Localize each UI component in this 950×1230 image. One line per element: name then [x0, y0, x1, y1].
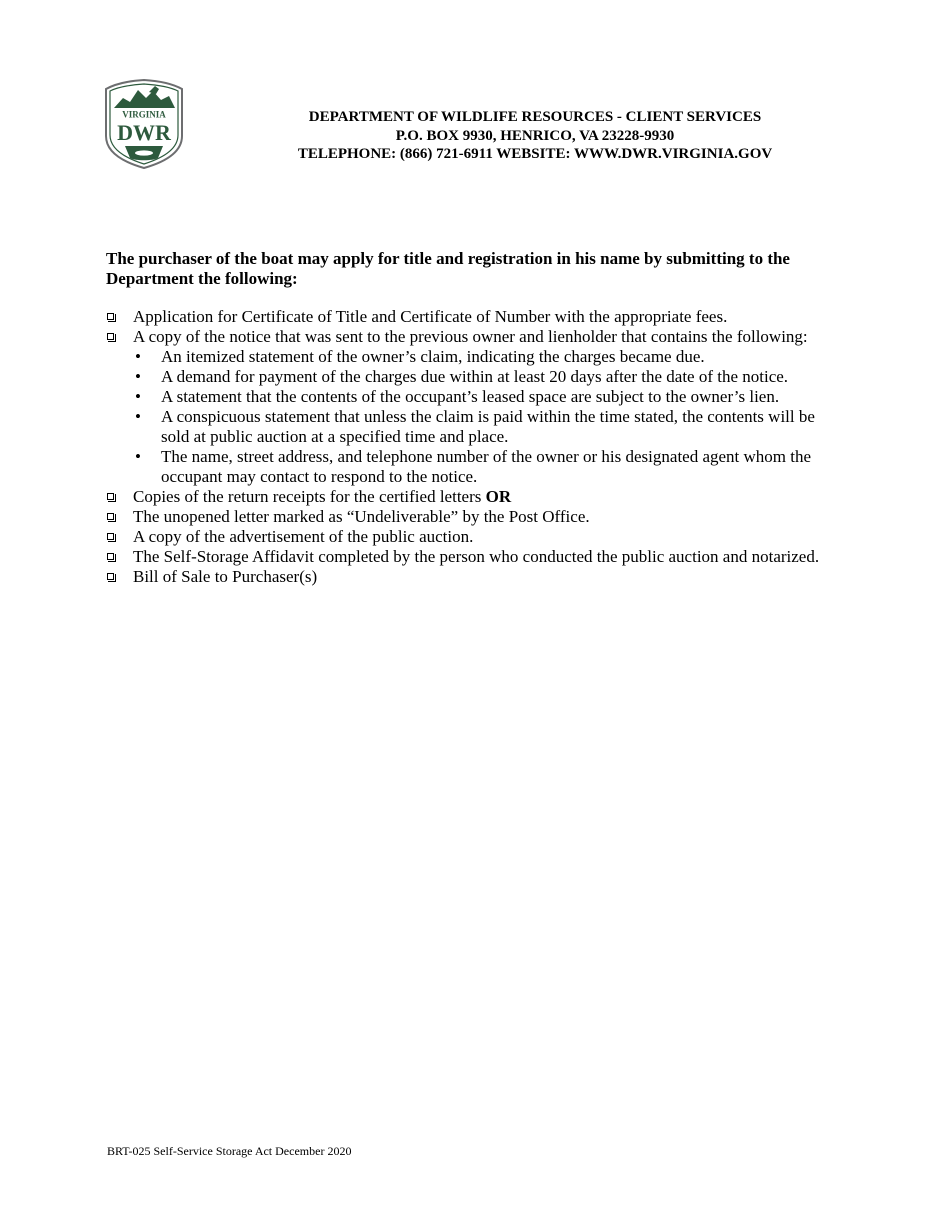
list-item: A copy of the advertisement of the public auction. — [106, 527, 836, 547]
checkbox-icon — [107, 313, 114, 320]
sub-list-item: • A conspicuous statement that unless the claim is paid within the time stated, the contents will be sold at public auction at a specified time and place. — [135, 407, 815, 446]
bullet-icon: • — [135, 387, 141, 406]
bullet-icon: • — [135, 447, 141, 466]
checkbox-icon — [107, 573, 114, 580]
list-item: A copy of the notice that was sent to the previous owner and lienholder that contains the following: — [106, 327, 836, 347]
or-label: OR — [485, 487, 512, 506]
sub-list-item: • A statement that the contents of the occupant’s leased space are subject to the owner’s lien. — [135, 387, 780, 406]
bullet-icon: • — [135, 367, 141, 386]
requirements-list — [106, 307, 836, 587]
dwr-logo — [103, 78, 185, 170]
logo-text-virginia: VIRGINIA — [122, 109, 166, 120]
checkbox-icon — [107, 493, 114, 500]
letterhead — [240, 108, 830, 164]
checkbox-icon — [107, 533, 114, 540]
sub-list-item: • An itemized statement of the owner’s claim, indicating the charges became due. — [135, 347, 705, 366]
form-footer: BRT-025 Self-Service Storage Act December 2020 — [107, 1144, 352, 1158]
logo-text-dwr: DWR — [117, 120, 171, 145]
list-item: The unopened letter marked as “Undeliverable” by the Post Office. — [106, 507, 836, 527]
list-item: The Self-Storage Affidavit completed by the person who conducted the public auction and notarized. — [106, 547, 836, 567]
list-item: Bill of Sale to Purchaser(s) — [106, 567, 836, 587]
sub-list-item: • A demand for payment of the charges due within at least 20 days after the date of the notice. — [135, 367, 789, 386]
letterhead-contact: TELEPHONE: (866) 721-6911 WEBSITE: WWW.DWR.VIRGINIA.GOV — [297, 146, 773, 162]
checkbox-icon — [107, 333, 114, 340]
checkbox-icon — [107, 553, 114, 560]
list-item: Application for Certificate of Title and Certificate of Number with the appropriate fees. — [106, 307, 836, 327]
bullet-icon: • — [135, 407, 141, 426]
letterhead-address: P.O. BOX 9930, HENRICO, VA 23228-9930 — [395, 127, 675, 144]
checkbox-icon — [107, 513, 114, 520]
bullet-icon: • — [135, 347, 141, 366]
intro-paragraph: The purchaser of the boat may apply for title and registration in his name by submitting to the Department the following: — [106, 249, 790, 288]
letterhead-department: DEPARTMENT OF WILDLIFE RESOURCES - CLIENT SERVICES — [308, 109, 762, 125]
sub-list-item: • The name, street address, and telephone number of the owner or his designated agent whom the occupant may contact to respond to the notice. — [135, 447, 812, 486]
list-item: Copies of the return receipts for the certified letters OR — [106, 487, 836, 507]
